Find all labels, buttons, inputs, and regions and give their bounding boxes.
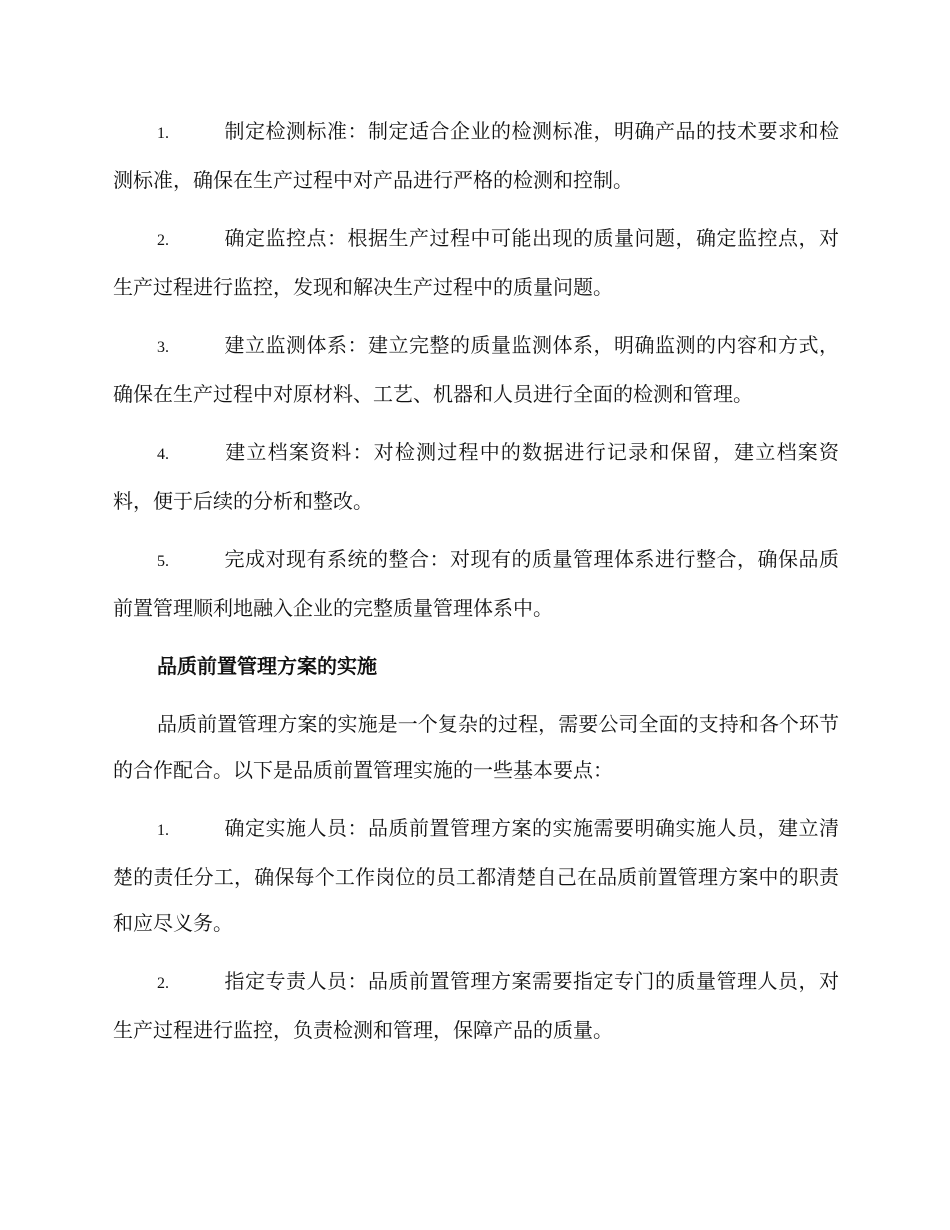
list-item-number: 3. [157,339,169,356]
list-item-text: 确定实施人员：品质前置管理方案的实施需要明确实施人员，建立清楚的责任分工，确保每个工作岗位的员工都清楚自己在品质前置管理方案中的职责和应尽义务。 [113,816,839,935]
list-item-text: 完成对现有系统的整合：对现有的质量管理体系进行整合，确保品质前置管理顺利地融入企业的完整质量管理体系中。 [113,547,839,620]
list-item [113,429,839,524]
list-item-number: 4. [157,446,169,463]
list-item-text: 确定监控点：根据生产过程中可能出现的质量问题，确定监控点，对生产过程进行监控，发现和解决生产过程中的质量问题。 [113,226,839,299]
list-item-number: 2. [157,975,169,992]
section-heading: 品质前置管理方案的实施 [157,654,377,678]
list-item-number: 1. [157,822,169,839]
section-intro-paragraph: 品质前置管理方案的实施是一个复杂的过程，需要公司全面的支持和各个环节的合作配合。以下是品质前置管理实施的一些基本要点： [113,712,839,782]
list-item [113,958,839,1053]
list-item [113,215,839,310]
list-item-number: 5. [157,553,169,570]
list-item-text: 建立档案资料：对检测过程中的数据进行记录和保留，建立档案资料，便于后续的分析和整改。 [113,440,839,513]
list-item [113,805,839,946]
document-body [113,108,839,1065]
list-item-text: 制定检测标准：制定适合企业的检测标准，明确产品的技术要求和检测标准，确保在生产过程中对产品进行严格的检测和控制。 [113,119,839,192]
list-item [113,536,839,631]
list-item-number: 2. [157,232,169,249]
list-item-text: 指定专责人员：品质前置管理方案需要指定专门的质量管理人员，对生产过程进行监控，负责检测和管理，保障产品的质量。 [113,969,839,1042]
list-item [113,322,839,417]
list-item [113,108,839,203]
list-item-number: 1. [157,125,169,142]
list-item-text: 建立监测体系：建立完整的质量监测体系，明确监测的内容和方式，确保在生产过程中对原材料、工艺、机器和人员进行全面的检测和管理。 [113,333,839,406]
